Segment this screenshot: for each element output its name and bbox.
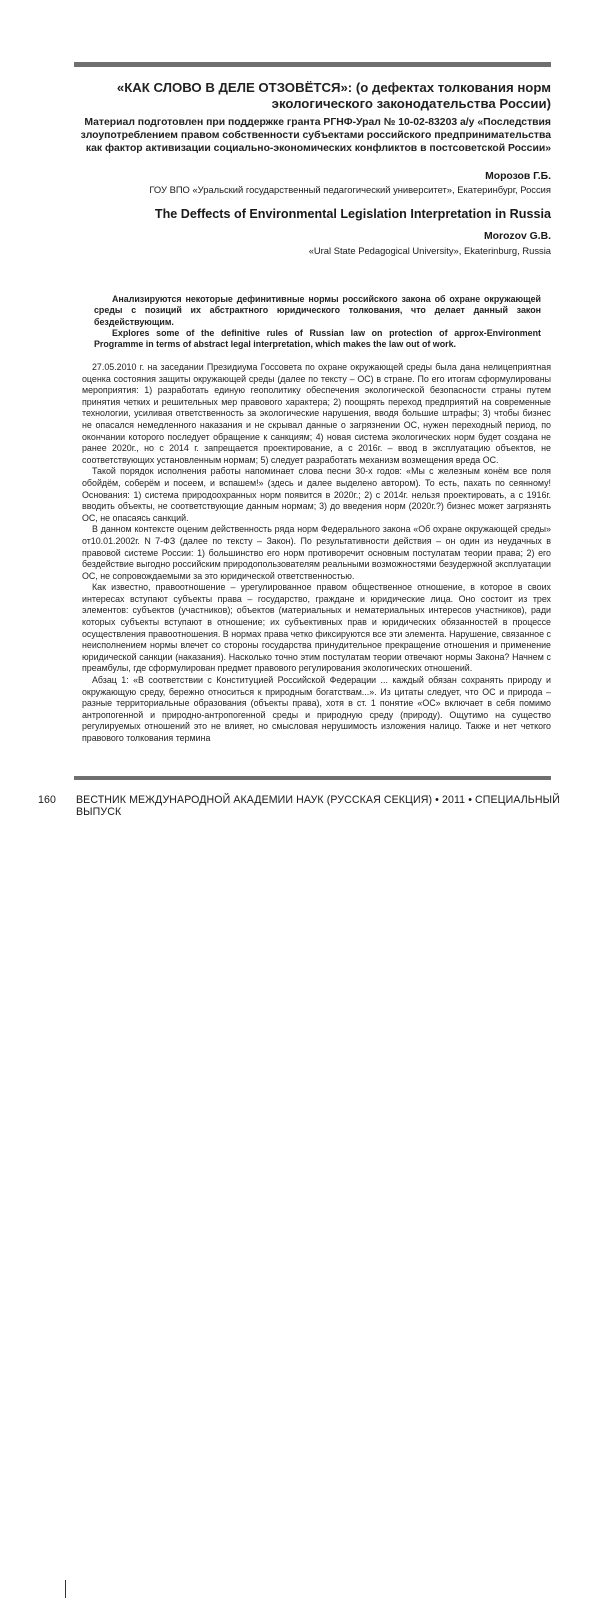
top-rule: [74, 62, 551, 67]
author-en: Morozov G.B.: [484, 231, 551, 242]
affiliation-ru: ГОУ ВПО «Уральский государственный педагогический университет», Екатеринбург, Россия: [149, 184, 551, 195]
footer-divider: [65, 1580, 66, 1598]
body-paragraph: В данном контексте оценим действенность ряда норм Федерального закона «Об охране окружающей среды» от10.01.2002г. N 7-ФЗ (далее по тексту – Закон). По результативности действия – он один из неудачных в правовой системе России: 1) большинство его норм противоречит основным постулатам теории права; 2) его бездействие выгодно российским природопользователям реальными возможностями безудержной эксплуатации ОС, не сопровождаемыми за это юридической ответственностью.: [82, 524, 551, 581]
body-paragraph: Абзац 1: «В соответствии с Конституцией Российской Федерации ... каждый обязан сохранять природу и окружающую среду, бережно относиться к природным богатствам...». Из цитаты следует, что ОС и природа – разные территориальные образования (объекты права), хотя в ст. 1 понятие «ОС» включает в себя помимо антропогенной и природно-антропогенной среды и природную среду (природу). Ощутимо на существо регулируемых отношений это не влияет, но смысловая нерушимость изложения налицо. Также и нет четкого правового толкования термина: [82, 675, 551, 743]
author-ru: Морозов Г.Б.: [485, 171, 551, 182]
affiliation-en: «Ural State Pedagogical University», Ekaterinburg, Russia: [308, 245, 551, 256]
bottom-rule: [74, 776, 551, 780]
body-paragraph: Такой порядок исполнения работы напоминает слова песни 30-х годов: «Мы с железным конём все поля обойдём, соберём и посеем, и вспашем!» (здесь и далее выделено автором). То есть, пахать по сеянному! Основания: 1) система природоохранных норм появится в 2020г.; 2) с 2014г. нельзя проектировать, а с 1916г. вводить объекты, не соответствующие данным нормам; 3) до введения норм (2020г.?) бизнес может загрязнять ОС, не опасаясь санкций.: [82, 466, 551, 523]
abstract-ru: Анализируются некоторые дефинитивные нормы российского закона об охране окружающей среды с позиций их абстрактного юридического толкования, что делает данный закон бездействующим.: [94, 294, 541, 327]
article-body: [82, 362, 551, 745]
abstract-en: Explores some of the definitive rules of Russian law on protection of approx-Environment Programme in terms of abstract legal interpretation, which makes the law out of work.: [94, 327, 541, 350]
page-number: 160: [38, 794, 56, 806]
article-title-en: The Deffects of Environmental Legislation Interpretation in Russia: [154, 207, 551, 221]
article-title-ru: «КАК СЛОВО В ДЕЛЕ ОТЗОВЁТСЯ»: (о дефектах толкования норм экологического законодательства России): [116, 80, 551, 111]
journal-name: ВЕСТНИК МЕЖДУНАРОДНОЙ АКАДЕМИИ НАУК (РУССКАЯ СЕКЦИЯ) • 2011 • СПЕЦИАЛЬНЫЙ ВЫПУСК: [76, 794, 560, 818]
body-paragraph: 27.05.2010 г. на заседании Президиума Госсовета по охране окружающей среды была дана нелицеприятная оценка состояния защиты окружающей среды (далее по тексту – ОС) в стране. По его итогам сформулированы мероприятия: 1) разработать единую геополитику обеспечения экологической безопасности страны путем принятия четких и решительных мер правового характера; 2) поощрять переход предприятий на современные технологии, усиливая ответственность за экологические нарушения, вводя большие штрафы; 3) чтобы бизнес не опасался немедленного наказания и не скрывал данные о загрязнении ОС, нужен переходный период, по окончании которого последует обращение к санкциям; 4) новая система экологических норм будет создана не ранее 2020г., но с 2014 г. запрещается проектирование, а с 2016г. – ввод в эксплуатацию объектов, не соответствующих установленным нормам; 5) следует разработать механизм возмещения вреда ОС.: [82, 362, 551, 465]
body-paragraph: Как известно, правоотношение – урегулированное правом общественное отношение, в которое в своих интересах вступают субъекты права – государство, граждане и юридические лица. Оно состоит из трех элементов: субъектов (участников); объектов (материальных и нематериальных интересов участников), ради которых субъекты вступают в отношение; их субъективных прав и юридических обязанностей в процессе осуществления правоотношения. В нормах права четко фиксируются все эти элемента. Нарушение, связанное с неисполнением нормы влечет со стороны государства принудительное прекращение отношения и применение юридической санкции (наказания). Насколько точно этим постулатам теории отвечают нормы Закона? Начнем с преамбулы, где сформулирован предмет правового регулирования экологических отношений.: [82, 582, 551, 674]
abstract: [94, 294, 541, 350]
grant-note: Материал подготовлен при поддержке гранта РГНФ-Урал № 10-02-83203 а/у «Последствия злоупотреблением правом собственности субъектами российского предпринимательства как фактор активизации социально-экономических конфликтов в постсоветской России»: [80, 117, 551, 155]
page-footer: [0, 788, 601, 818]
